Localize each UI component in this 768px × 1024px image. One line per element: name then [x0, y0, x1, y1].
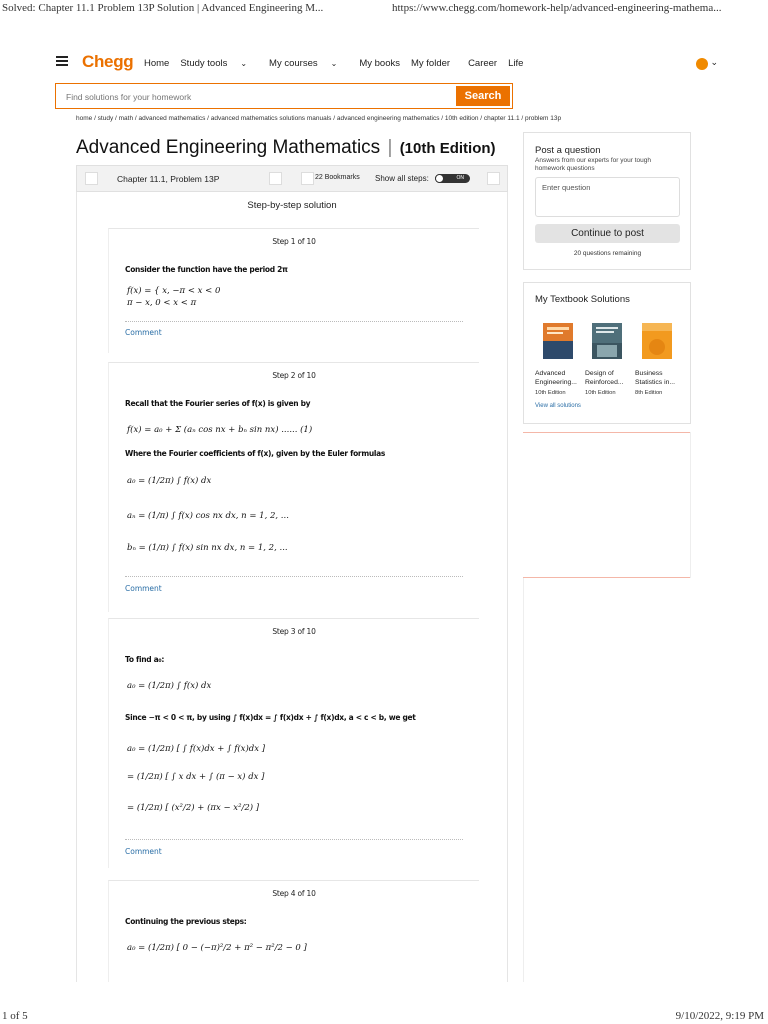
print-url: https://www.chegg.com/homework-help/advanced-engineering-mathema...	[392, 2, 722, 14]
prev-icon[interactable]	[85, 172, 98, 185]
book-cover-art	[642, 323, 672, 359]
step-2	[108, 362, 479, 612]
more-icon[interactable]	[487, 172, 500, 185]
search-input[interactable]	[64, 91, 448, 103]
post-question-subtitle: Answers from our experts for your tough homework questions	[535, 157, 651, 172]
avatar[interactable]	[696, 58, 708, 70]
problem-label[interactable]: Chapter 11.1, Problem 13P	[117, 174, 220, 184]
textbook-solutions-card	[523, 282, 691, 424]
question-input[interactable]: Enter question	[535, 177, 680, 217]
textbook-solutions-title: My Textbook Solutions	[535, 294, 630, 305]
book-cover-art	[592, 323, 622, 359]
show-all-steps-toggle[interactable]	[435, 174, 470, 183]
comment-link[interactable]: Comment	[125, 584, 162, 593]
formula: a₀ = (1/2π) ∫ f(x) dx	[127, 476, 212, 486]
nav-my-books[interactable]: My books	[359, 58, 400, 69]
step-header: Step 3 of 10	[272, 627, 316, 636]
step-header: Step 2 of 10	[272, 371, 316, 380]
divider	[125, 576, 463, 577]
formula: a₀ = (1/2π) [ 0 − (−π)²/2 + π² − π²/2 − 0 ]	[127, 943, 307, 953]
print-title: Solved: Chapter 11.1 Problem 13P Solution | Advanced Engineering M...	[2, 2, 324, 14]
book-cover[interactable]	[592, 323, 622, 359]
step-4	[108, 880, 479, 982]
menu-icon[interactable]	[56, 56, 68, 66]
formula: bₙ = (1/π) ∫ f(x) sin nx dx, n = 1, 2, ...	[127, 543, 288, 553]
breadcrumb[interactable]: home / study / math / advanced mathematics / advanced mathematics solutions manuals / advanced engineering mathematics / 10th edition / chapter 11.1 / problem 13p	[76, 115, 562, 122]
nav-my-courses[interactable]: My courses ⌄	[269, 58, 338, 69]
view-all-solutions-link[interactable]: View all solutions	[535, 403, 581, 409]
toggle-knob	[435, 174, 444, 183]
post-question-title: Post a question	[535, 145, 601, 156]
step-3	[108, 618, 479, 868]
formula: π − x, 0 < x < π	[127, 298, 197, 308]
toggle-text: ON	[456, 175, 464, 181]
divider	[125, 839, 463, 840]
nav-my-folder[interactable]: My folder	[410, 58, 451, 69]
continue-to-post-button[interactable]: Continue to post	[535, 224, 680, 243]
book-edition: 8th Edition	[635, 390, 663, 396]
chegg-logo[interactable]: Chegg	[82, 52, 134, 71]
show-all-steps-label: Show all steps:	[375, 174, 429, 183]
step-text: Consider the function have the period 2π	[125, 265, 288, 274]
step-text: Recall that the Fourier series of f(x) is given by	[125, 399, 311, 408]
questions-remaining: 20 questions remaining	[573, 250, 642, 257]
step-header: Step 4 of 10	[272, 889, 316, 898]
solution-heading: Step-by-step solution	[247, 200, 337, 211]
top-nav	[56, 50, 716, 78]
book-cover-art	[543, 323, 573, 359]
chevron-down-icon: ⌄	[240, 59, 248, 68]
formula: a₀ = (1/2π) [ ∫ f(x)dx + ∫ f(x)dx ]	[127, 744, 266, 754]
nav-home[interactable]: Home	[144, 58, 170, 69]
ad-slot	[523, 432, 691, 578]
chevron-down-icon[interactable]: ⌄	[710, 57, 718, 67]
print-page: 1 of 5	[2, 1010, 28, 1022]
formula: aₙ = (1/π) ∫ f(x) cos nx dx, n = 1, 2, ...	[127, 511, 289, 521]
book-name[interactable]: Advanced Engineering...	[535, 370, 577, 386]
nav-life[interactable]: Life	[508, 58, 524, 69]
step-text: Where the Fourier coefficients of f(x), given by the Euler formulas	[125, 449, 386, 458]
bookmarks-count: 22 Bookmarks	[315, 174, 360, 181]
solution-toolbar	[76, 165, 508, 192]
formula: f(x) = { x, −π < x < 0	[127, 286, 221, 296]
book-name[interactable]: Business Statistics in...	[635, 370, 676, 386]
nav-links	[144, 58, 534, 69]
sidebar-rule	[523, 578, 524, 982]
print-datetime: 9/10/2022, 9:19 PM	[675, 1010, 764, 1022]
step-text: To find a₀:	[125, 655, 165, 664]
page-title	[76, 137, 496, 159]
comment-link[interactable]: Comment	[125, 847, 162, 856]
print-footer	[0, 1010, 768, 1024]
nav-study-tools[interactable]: Study tools ⌄	[180, 58, 248, 69]
formula: a₀ = (1/2π) ∫ f(x) dx	[127, 681, 212, 691]
title-separator: |	[387, 137, 393, 158]
next-icon[interactable]	[269, 172, 282, 185]
formula: = (1/2π) [ ∫ x dx + ∫ (π − x) dx ]	[127, 772, 265, 782]
book-edition: 10th Edition	[535, 390, 566, 396]
step-text: Since −π < 0 < π, by using ∫ f(x)dx = ∫ f(x)dx + ∫ f(x)dx, a < c < b, we get	[125, 713, 416, 722]
formula: = (1/2π) [ (x²/2) + (πx − x²/2) ]	[127, 803, 260, 813]
book-cover[interactable]	[543, 323, 573, 359]
bookmark-icon[interactable]	[301, 172, 314, 185]
comment-link[interactable]: Comment	[125, 328, 162, 337]
book-name[interactable]: Design of Reinforced...	[585, 370, 624, 386]
chevron-down-icon: ⌄	[330, 59, 338, 68]
search-bar	[55, 83, 513, 109]
formula: f(x) = a₀ + Σ (aₙ cos nx + bₙ sin nx) ...... (1)	[127, 425, 313, 435]
book-title: Advanced Engineering Mathematics	[76, 137, 381, 158]
book-edition: (10th Edition)	[399, 140, 496, 157]
book-cover[interactable]	[642, 323, 672, 359]
ad-border	[690, 432, 691, 578]
post-question-card	[523, 132, 691, 270]
print-header	[0, 2, 768, 18]
step-text: Continuing the previous steps:	[125, 917, 247, 926]
divider	[125, 321, 463, 322]
book-edition: 10th Edition	[585, 390, 616, 396]
step-1	[108, 228, 479, 353]
search-button[interactable]: Search	[456, 86, 510, 106]
step-header: Step 1 of 10	[272, 237, 316, 246]
nav-career[interactable]: Career	[468, 58, 498, 69]
